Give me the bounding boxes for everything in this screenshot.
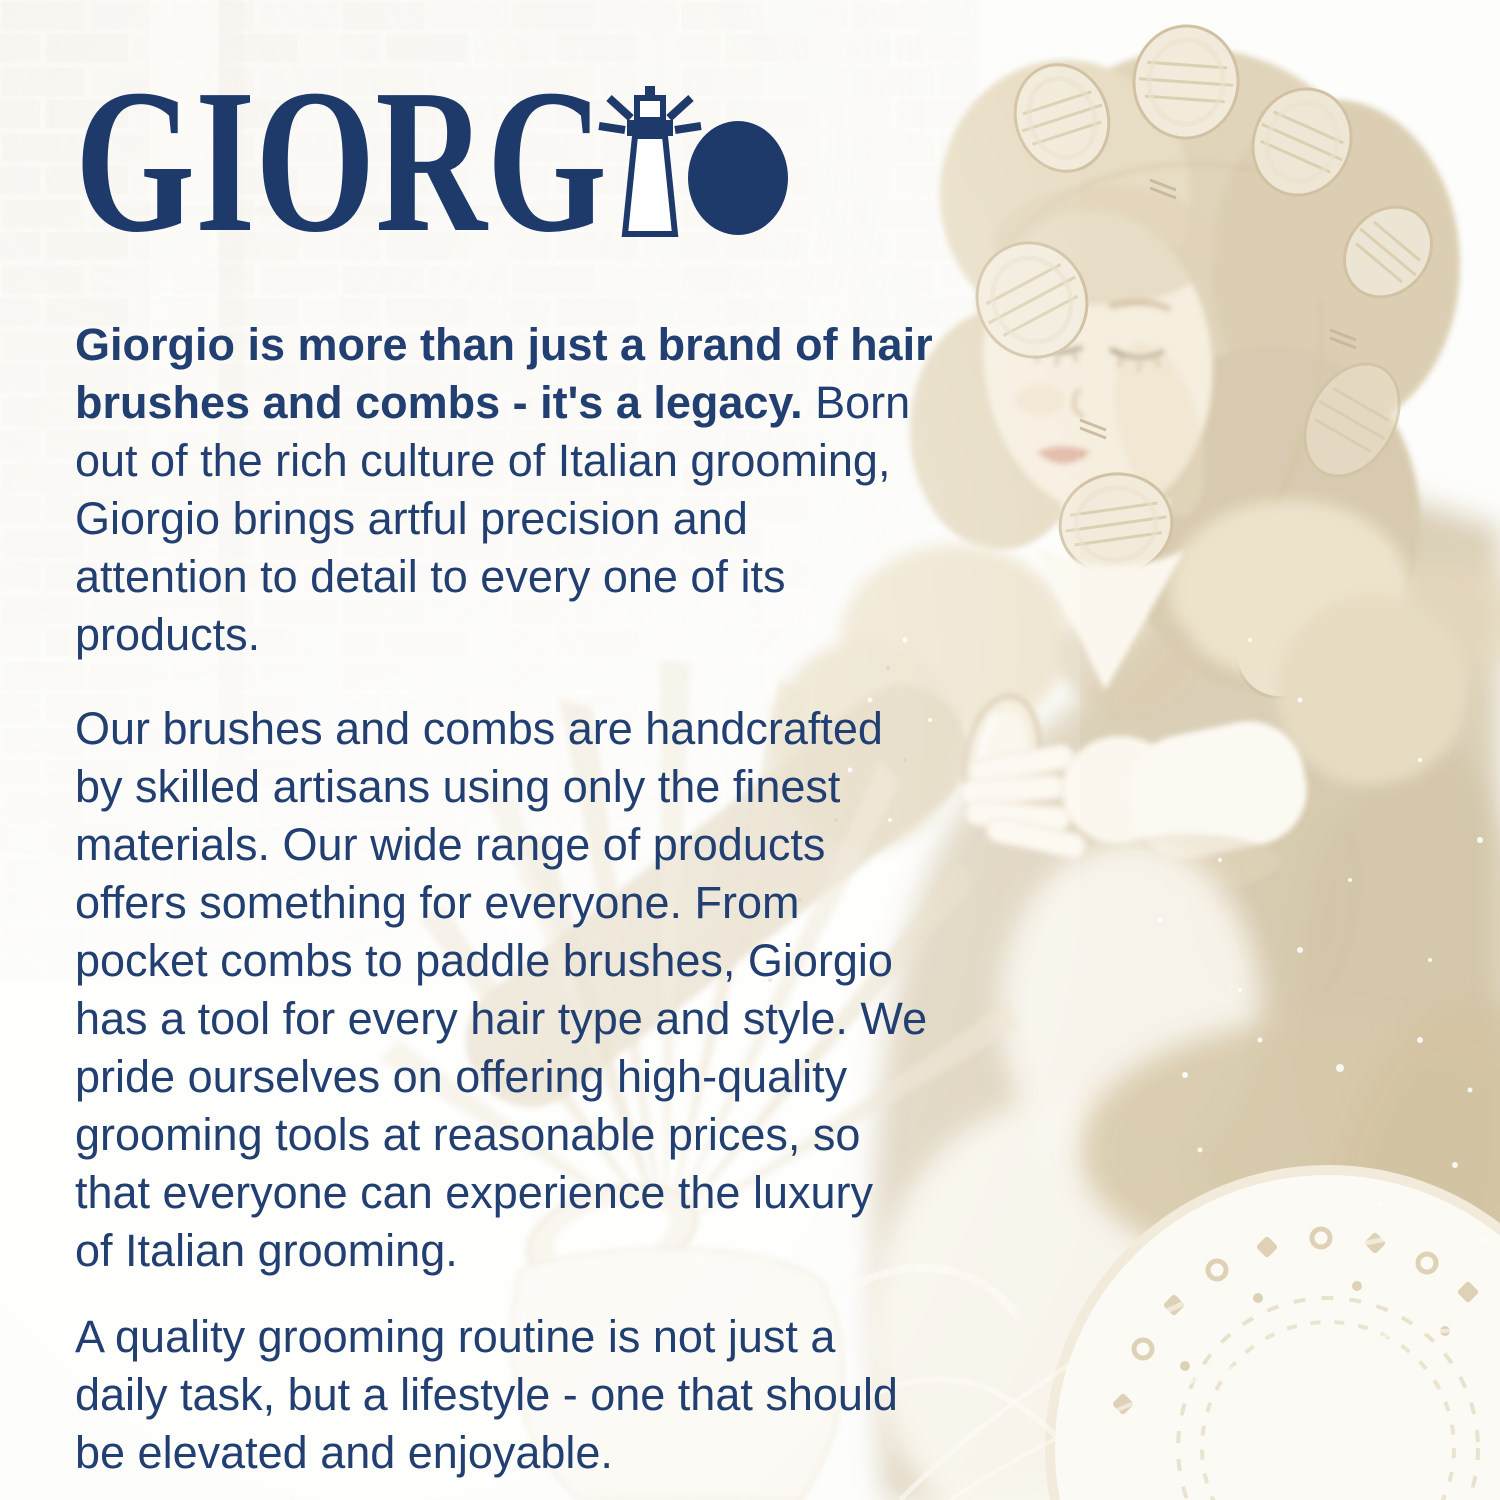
text-line: has a tool for every hair type and style. We xyxy=(75,993,928,1044)
text-line: pride ourselves on offering high-quality xyxy=(75,1051,848,1102)
text-line: grooming tools at reasonable prices, so xyxy=(75,1109,861,1160)
text-line: offers something for everyone. From xyxy=(75,877,800,928)
giorgio-logo xyxy=(75,46,793,275)
intro-paragraph xyxy=(75,316,933,664)
lifestyle-paragraph xyxy=(75,1308,898,1482)
text-line: of Italian grooming. xyxy=(75,1225,458,1276)
text-line: materials. Our wide range of products xyxy=(75,819,826,870)
logo-letter-o-dot xyxy=(688,121,788,235)
text-line: be elevated and enjoyable. xyxy=(75,1427,613,1478)
text-line: out of the rich culture of Italian grooming, xyxy=(75,435,891,486)
text-line: A quality grooming routine is not just a xyxy=(75,1311,836,1362)
logo-wordmark-giorg: GIORG xyxy=(75,46,607,275)
text-line: Giorgio is more than just a brand of hair xyxy=(75,319,933,370)
lighthouse-icon xyxy=(599,86,701,234)
craftsmanship-paragraph xyxy=(75,700,927,1280)
text-line: by skilled artisans using only the finest xyxy=(75,761,841,812)
text-line: daily task, but a lifestyle - one that should xyxy=(75,1369,898,1420)
text-line: Our brushes and combs are handcrafted xyxy=(75,703,883,754)
text-line: attention to detail to every one of its xyxy=(75,551,786,602)
text-line: products. xyxy=(75,609,261,660)
text-line: that everyone can experience the luxury xyxy=(75,1167,873,1218)
text-line: Giorgio brings artful precision and xyxy=(75,493,748,544)
text-line: brushes and combs - it's a legacy. Born xyxy=(75,377,911,428)
text-line: pocket combs to paddle brushes, Giorgio xyxy=(75,935,893,986)
